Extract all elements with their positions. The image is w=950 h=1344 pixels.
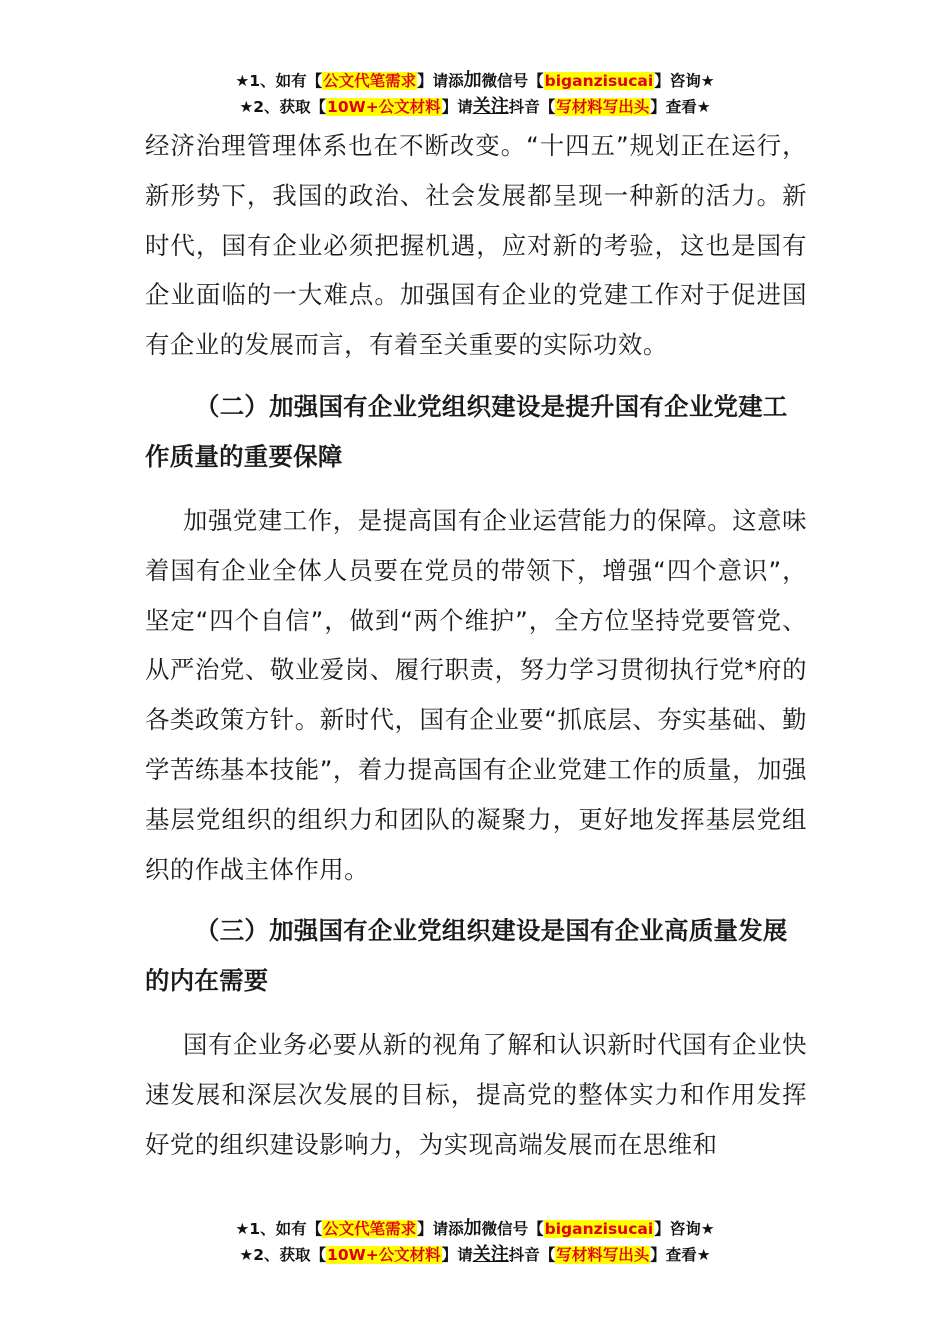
highlight-wechat-id: biganzisucai [544,1220,654,1238]
banner-text: 】请添 [417,72,464,90]
header-banner [0,68,950,120]
banner-text: 】咨询★ [654,72,715,90]
banner-text: 】查看★ [650,98,711,116]
highlight-wechat-id: biganzisucai [544,72,654,90]
banner-text: ★1、如有【 [235,72,323,90]
banner-text: 关注 [472,96,509,117]
banner-text: 抖音【 [508,1246,556,1264]
document-body [145,121,807,1170]
banner-text: 抖音【 [508,98,556,116]
banner-text: 微信号【 [481,1220,544,1238]
paragraph-1: 经济治理管理体系也在不断改变。“十四五”规划正在运行，新形势下，我国的政治、社会发展都呈现一种新的活力。新时代，国有企业必须把握机遇，应对新的考验，这也是国有企业面临的一大难点。加强国有企业的党建工作对于促进国有企业的发展而言，有着至关重要的实际功效。 [145,131,807,360]
paragraph-3: 国有企业务必要从新的视角了解和认识新时代国有企业快速发展和深层次发展的目标，提高党的整体实力和作用发挥好党的组织建设影响力，为实现高端发展而在思维和 [145,1030,807,1159]
section-heading-2: （二）加强国有企业党组织建设是提升国有企业党建工作质量的重要保障 [145,391,788,471]
banner-text: ★1、如有【 [235,1220,323,1238]
highlight-douyin: 写材料写出头 [556,98,650,116]
banner-text: 关注 [472,1244,509,1265]
banner-line-1 [0,1216,950,1242]
banner-text: 】请添 [417,1220,464,1238]
banner-text: 】请 [441,1246,473,1264]
banner-line-2 [0,94,950,120]
banner-text: 加 [463,70,482,91]
banner-text: 加 [463,1218,482,1239]
banner-text: 】请 [441,98,473,116]
highlight-service: 公文代笔需求 [323,1220,417,1238]
banner-text: 】查看★ [650,1246,711,1264]
banner-line-1 [0,68,950,94]
banner-line-2 [0,1242,950,1268]
highlight-service: 公文代笔需求 [323,72,417,90]
highlight-materials: 10W+公文材料 [327,1246,441,1264]
footer-banner [0,1216,950,1268]
highlight-materials: 10W+公文材料 [327,98,441,116]
section-heading-3: （三）加强国有企业党组织建设是国有企业高质量发展的内在需要 [145,916,788,996]
banner-text: 】咨询★ [654,1220,715,1238]
highlight-douyin: 写材料写出头 [556,1246,650,1264]
paragraph-2: 加强党建工作，是提高国有企业运营能力的保障。这意味着国有企业全体人员要在党员的带领下，增强“四个意识”，坚定“四个自信”，做到“两个维护”，全方位坚持党要管党、从严治党、敬业爱岗、履行职责，努力学习贯彻执行党*府的各类政策方针。新时代，国有企业要“抓底层、夯实基础、勤学苦练基本技能”，着力提高国有企业党建工作的质量，加强基层党组织的组织力和团队的凝聚力，更好地发挥基层党组织的作战主体作用。 [145,505,807,884]
banner-text: 微信号【 [481,72,544,90]
banner-text: ★2、获取【 [239,1246,327,1264]
banner-text: ★2、获取【 [239,98,327,116]
